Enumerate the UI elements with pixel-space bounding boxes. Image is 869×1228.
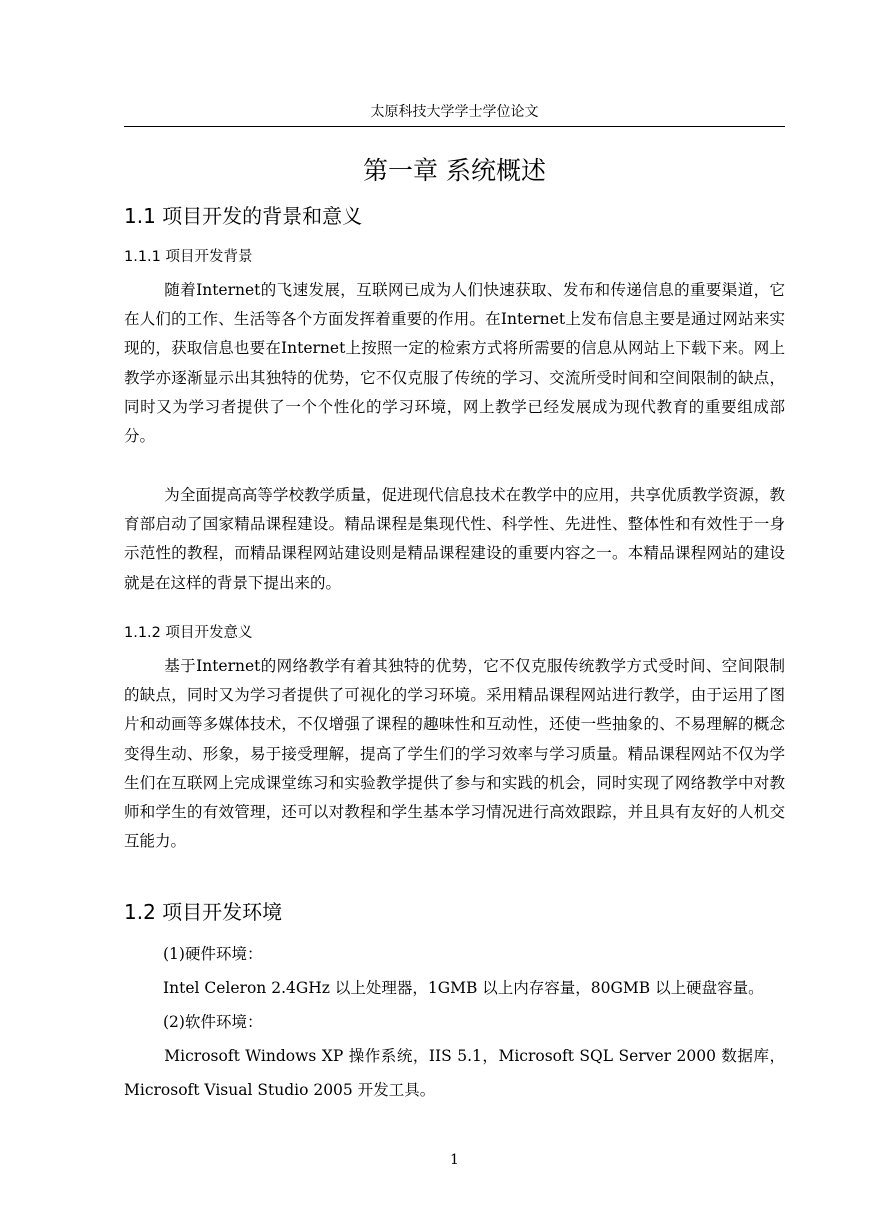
hardware-label: (1)硬件环境： [163, 945, 263, 963]
section-heading-1-2: 1.2 项目开发环境 [124, 900, 283, 924]
software-text: Microsoft Windows XP 操作系统，IIS 5.1，Microsoft SQL Server 2000 数据库，Microsoft Visual Studio 2005 开发工具。 [124, 1047, 785, 1099]
paragraph-significance: 基于Internet的网络教学有着其独特的优势，它不仅克服传统教学方式受时间、空间限制的缺点，同时又为学习者提供了可视化的学习环境。采用精品课程网站进行教学，由于运用了图片和动画等多媒体技术，不仅增强了课程的趣味性和互动性，还使一些抽象的、不易理解的概念变得生动、形象，易于接受理解，提高了学生们的学习效率与学习质量。精品课程网站不仅为学生们在互联网上完成课堂练习和实验教学提供了参与和实践的机会，同时实现了网络教学中对教师和学生的有效管理，还可以对教程和学生基本学习情况进行高效跟踪，并且具有友好的人机交互能力。 [124, 657, 785, 851]
section-heading-1-1: 1.1 项目开发的背景和意义 [124, 204, 363, 228]
paragraph-background-1: 随着Internet的飞速发展，互联网已成为人们快速获取、发布和传递信息的重要渠道，它在人们的工作、生活等各个方面发挥着重要的作用。在Internet上发布信息主要是通过网站来实现的，获取信息也要在Internet上按照一定的检索方式将所需要的信息从网站上下载下来。网上教学亦逐渐显示出其独特的优势，它不仅克服了传统的学习、交流所受时间和空间限制的缺点，同时又为学习者提供了一个个性化的学习环境，网上教学已经发展成为现代教育的重要组成部分。 [124, 281, 785, 446]
subsection-heading-1-1-1: 1.1.1 项目开发背景 [124, 249, 253, 265]
header-divider [124, 126, 785, 127]
page-number: 1 [450, 1152, 459, 1168]
subsection-heading-1-1-2: 1.1.2 项目开发意义 [124, 625, 253, 641]
running-header: 太原科技大学学士学位论文 [370, 104, 539, 120]
chapter-title: 第一章 系统概述 [363, 156, 546, 185]
software-label: (2)软件环境： [163, 1013, 263, 1031]
paragraph-background-2: 为全面提高高等学校教学质量，促进现代信息技术在教学中的应用，共享优质教学资源，教育部启动了国家精品课程建设。精品课程是集现代性、科学性、先进性、整体性和有效性于一身示范性的教程，而精品课程网站建设则是精品课程建设的重要内容之一。本精品课程网站的建设就是在这样的背景下提出来的。 [124, 486, 785, 592]
hardware-text: Intel Celeron 2.4GHz 以上处理器，1GMB 以上内存容量，80GMB 以上硬盘容量。 [163, 979, 764, 997]
